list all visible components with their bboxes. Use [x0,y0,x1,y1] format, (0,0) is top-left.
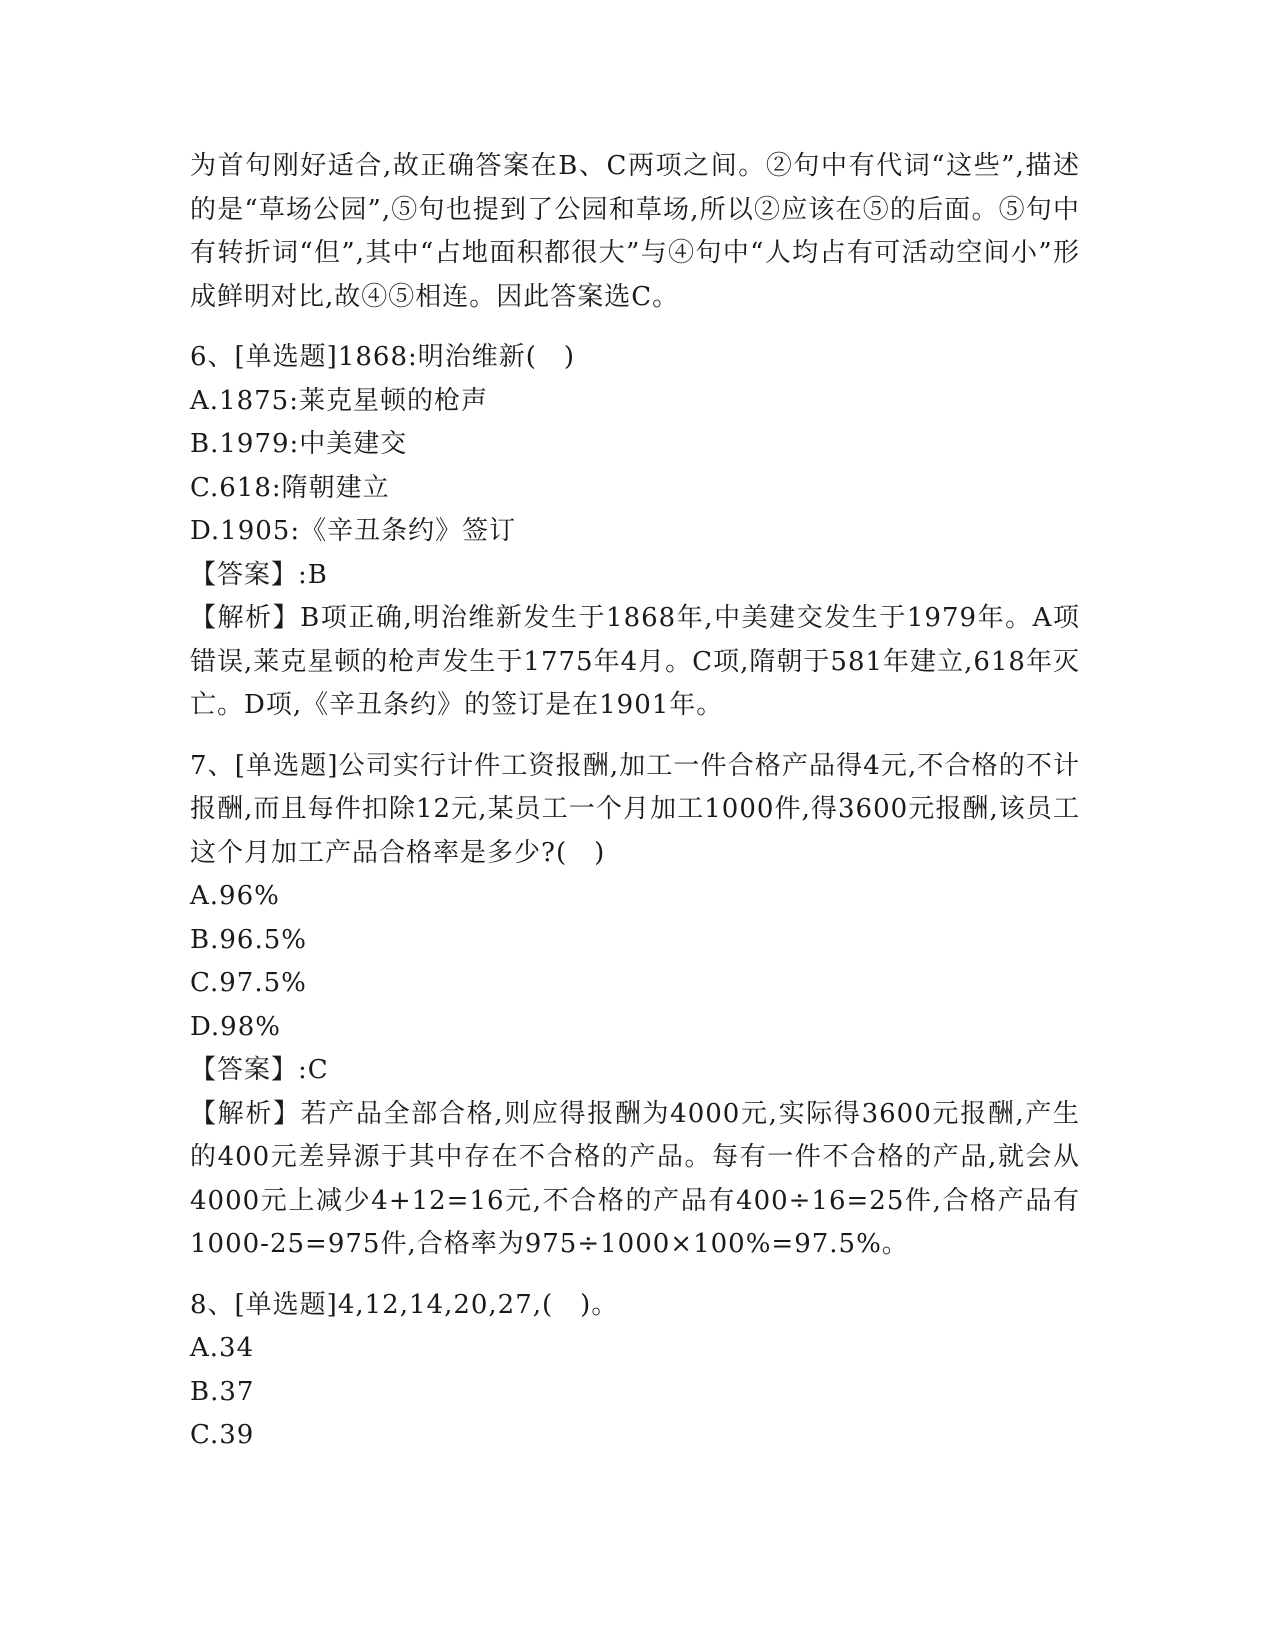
option-d: D.1905:《辛丑条约》签订 [190,516,517,546]
analysis-paragraph: 【解析】B项正确,明治维新发生于1868年,中美建交发生于1979年。A项错误,莱克星顿的枪声发生于1775年4月。C项,隋朝于581年建立,618年灭亡。D项,《辛丑条约》的签订是在1901年。 [190,603,1080,720]
spacer [190,319,1080,336]
option-b: B.1979:中美建交 [190,429,408,459]
question-7 [190,745,1080,1267]
answer-line: 【答案】:B [190,559,328,590]
option-b: B.37 [190,1376,255,1407]
option-c: C.97.5% [190,968,307,998]
option-b: B.96.5% [190,924,307,955]
question-stem: 8、[单选题]4,12,14,20,27,( )。 [190,1289,619,1320]
question-stem: 7、[单选题]公司实行计件工资报酬,加工一件合格产品得4元,不合格的不计报酬,而且每件扣除12元,某员工一个月加工1000件,得3600元报酬,该员工这个月加工产品合格率是多少?( ) [190,750,1080,868]
question-8 [190,1284,1080,1458]
answer-line: 【答案】:C [190,1055,329,1085]
document-page [190,145,1080,1458]
analysis-paragraph: 【解析】若产品全部合格,则应得报酬为4000元,实际得3600元报酬,产生的400元差异源于其中存在不合格的产品。每有一件不合格的产品,就会从4000元上减少4+12=16元,不合格的产品有400÷16=25件,合格产品有1000-25=975件,合格率为975÷1000×100%=97.5%。 [190,1098,1080,1259]
question-stem: 6、[单选题]1868:明治维新( ) [190,342,576,372]
question-6 [190,336,1080,728]
option-a: A.34 [190,1333,255,1363]
intro-paragraph: 为首句刚好适合,故正确答案在B、C两项之间。②句中有代词“这些”,描述的是“草场公园”,⑤句也提到了公园和草场,所以②应该在⑤的后面。⑤句中有转折词“但”,其中“占地面积都很大”与④句中“人均占有可活动空间小”形成鲜明对比,故④⑤相连。因此答案选C。 [190,151,1080,312]
spacer [190,728,1080,745]
option-d: D.98% [190,1011,281,1042]
option-a: A.1875:莱克星顿的枪声 [190,385,488,416]
option-c: C.618:隋朝建立 [190,472,390,503]
option-c: C.39 [190,1420,255,1450]
spacer [190,1267,1080,1284]
option-a: A.96% [190,881,280,911]
